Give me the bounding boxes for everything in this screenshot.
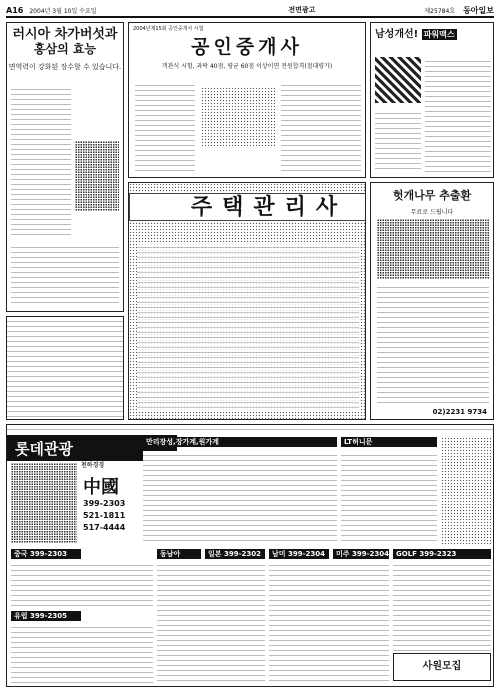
travel-phone-1: 399-2303 [83, 499, 126, 508]
travel-china-label: 천하경경 [81, 462, 105, 469]
ad-housing-body [137, 243, 359, 411]
dest-golf: GOLF 399-2323 [393, 549, 491, 559]
ad-realtor-kicker: 2004년제15회 공인중개사 시험 [133, 26, 204, 32]
page-number: A16 [6, 5, 24, 15]
ad-realtor-col1 [135, 81, 195, 171]
recruit-label: 사원모집 [422, 661, 462, 672]
travel-banner: 만리장성,장가계,원가계 [143, 437, 337, 447]
recruit-box [393, 653, 491, 681]
ad-realtor-col2 [281, 81, 361, 171]
newspaper-brand: 동아일보 [463, 4, 494, 15]
dest-south-america: 남미 399-2304 [269, 549, 329, 559]
section-title: 전면광고 [288, 6, 316, 14]
ad-power-badge: 파워맥스 [423, 30, 455, 39]
travel-honeymoon-list [341, 451, 437, 545]
ad-realtor-subtitle: 객관식 시험, 과락 40점, 평균 60점 이상이면 전원합격(절대평가) [161, 63, 333, 70]
ad-travel [6, 424, 494, 687]
china-tours-list [11, 561, 153, 607]
dest-europe: 유럽 399-2305 [11, 611, 81, 621]
ad-hair-subtitle: 무료로 드립니다 [410, 209, 454, 216]
ad-health-subtitle: 면역력이 강화된 장수할 수 있습니다. [8, 63, 122, 71]
issue-date: 2004년 3월 10일 수요일 [29, 7, 97, 15]
travel-right-column [441, 437, 491, 545]
ad-hair-title: 헛개나무 추출환 [392, 189, 472, 202]
travel-top-line [7, 425, 494, 433]
ad-hair [370, 182, 494, 420]
ad-power-title: 남성개선! [375, 29, 419, 40]
travel-phone-3: 517-4444 [83, 523, 126, 532]
europe-tours-list [11, 623, 153, 683]
masthead [6, 4, 494, 18]
ad-health-body-text [11, 85, 71, 235]
travel-brand: 롯데관광 [7, 435, 177, 461]
mushroom-image [75, 141, 119, 211]
ad-housing [128, 182, 366, 420]
ad-hair-phone: 02)2231 9734 [432, 408, 487, 416]
product-image [375, 57, 421, 103]
ad-power-text [425, 57, 491, 173]
travel-lt: LT허니문 [341, 437, 437, 447]
ad-health [6, 22, 124, 312]
issue-number: 제25784호 [424, 7, 456, 15]
americas-tours-list [269, 561, 389, 681]
golf-tours-list [393, 561, 491, 651]
travel-photo [11, 463, 77, 543]
travel-phone-2: 521-1811 [83, 511, 126, 520]
ad-realtor [128, 22, 366, 178]
ad-health-order-text [11, 243, 119, 305]
travel-china-list [143, 451, 337, 545]
ad-power-text2 [375, 109, 421, 173]
ad-health-title1: 러시아 차가버섯과 [12, 27, 118, 42]
dest-japan: 일본 399-2302 [205, 549, 265, 559]
ad-health-lower [6, 316, 124, 420]
ad-power [370, 22, 494, 178]
dest-americas: 미주 399-2304 [333, 549, 389, 559]
travel-china: 中國 [83, 477, 119, 498]
ad-hair-body [377, 283, 489, 403]
asia-tours-list [157, 561, 265, 681]
ad-realtor-title: 공인중개사 [191, 36, 303, 58]
newspaper-page [6, 4, 494, 687]
building-image [201, 87, 275, 147]
dest-southeast-asia: 동남아 [157, 549, 201, 559]
ad-hair-image [377, 219, 489, 279]
ad-health-title2: 홍삼의 효능 [33, 42, 97, 56]
dest-china: 중국 399-2303 [11, 549, 81, 559]
ad-housing-title: 주택관리사 [129, 193, 366, 221]
